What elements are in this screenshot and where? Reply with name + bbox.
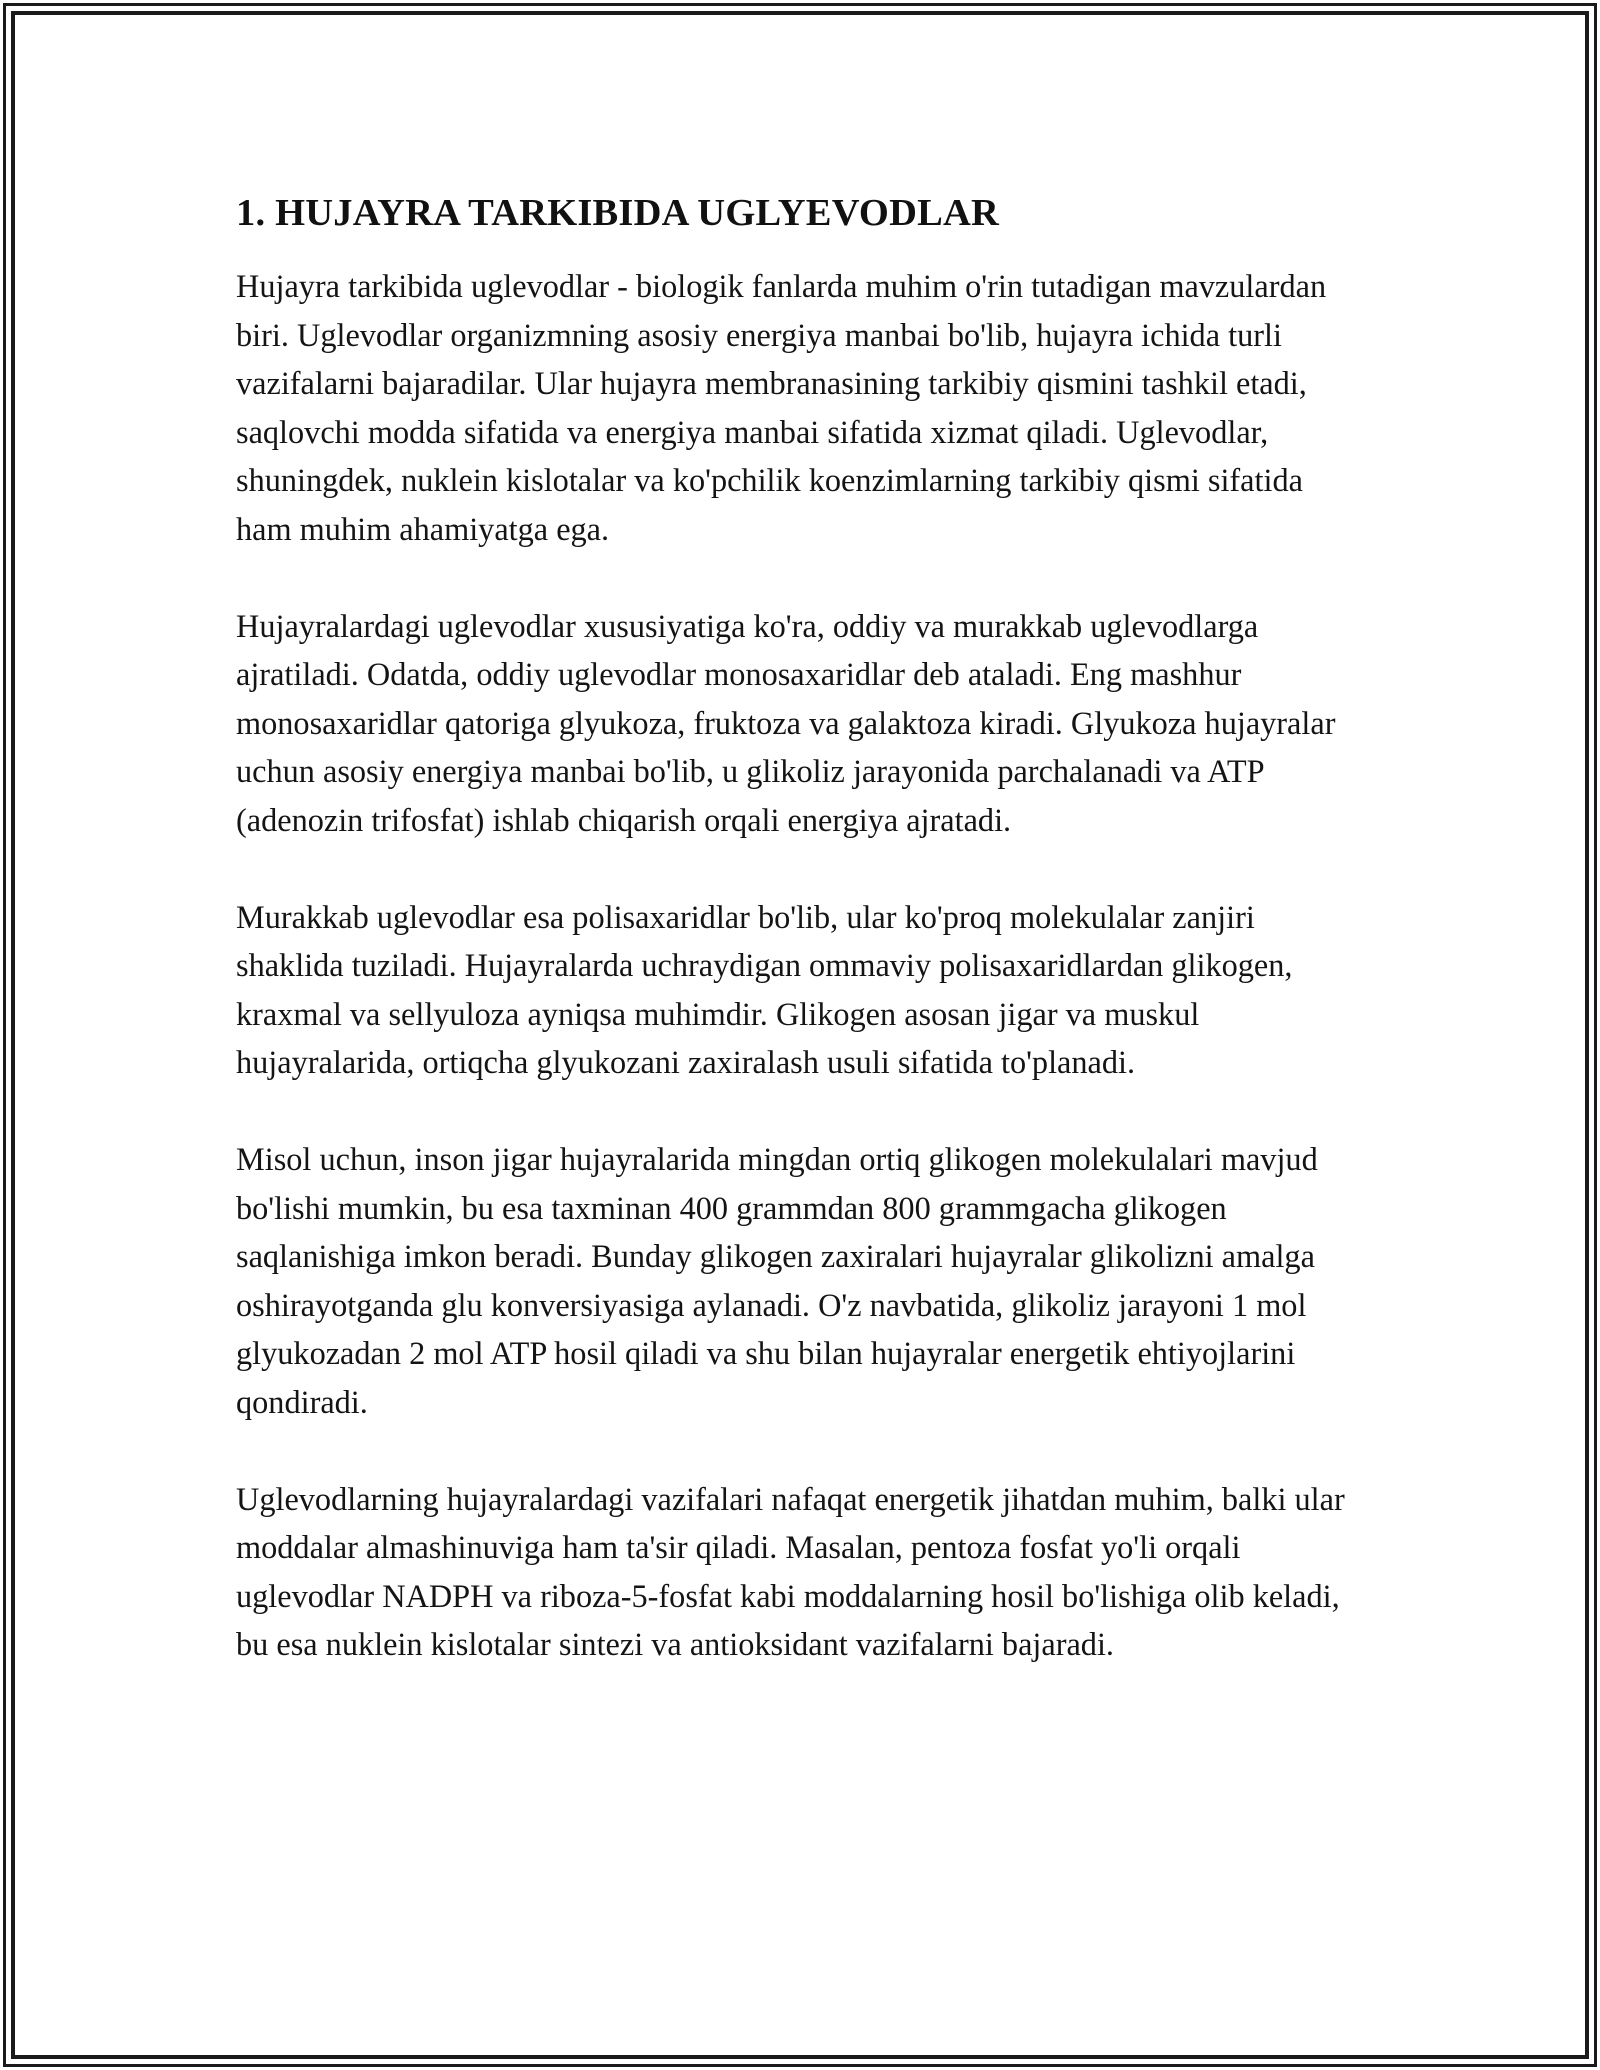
paragraph-simple-carbohydrates: Hujayralardagi uglevodlar xususiyatiga ko'ra, oddiy va murakkab uglevodlarga ajratiladi. Odatda, oddiy uglevodlar monosaxaridlar deb ataladi. Eng mashhur monosaxaridlar qatoriga glyukoza, fruktoza va galaktoza kiradi. Glyukoza hujayralar uchun asosiy energiya manbai bo'lib, u glikoliz jarayonida parchalanadi va ATP (adenozin trifosfat) ishlab chiqarish orqali energiya ajratadi. [236, 607, 1336, 838]
paragraph-glycogen-example: Misol uchun, inson jigar hujayralarida mingdan ortiq glikogen molekulalari mavjud bo'lishi mumkin, bu esa taxminan 400 grammdan 800 grammgacha glikogen saqlanishiga imkon beradi. Bunday glikogen zaxiralari hujayralar glikolizni amalga oshirayotganda glu konversiyasiga aylanadi. O'z navbatida, glikoliz jarayoni 1 mol glyukozadan 2 mol ATP hosil qiladi va shu bilan hujayralar energetik ehtiyojlarini qondiradi. [236, 1141, 1318, 1420]
paragraph-complex-carbohydrates: Murakkab uglevodlar esa polisaxaridlar bo'lib, ular ko'proq molekulalar zanjiri shaklida tuziladi. Hujayralarda uchraydigan ommaviy polisaxaridlardan glikogen, kraxmal va sellyuloza ayniqsa muhimdir. Glikogen asosan jigar va muskul hujayralarida, ortiqcha glyukozani zaxiralash usuli sifatida to'planadi. [236, 898, 1293, 1080]
paragraph-metabolic-functions: Uglevodlarning hujayralardagi vazifalari nafaqat energetik jihatdan muhim, balki ular moddalar almashinuviga ham ta'sir qiladi. Masalan, pentoza fosfat yo'li orqali uglevodlar NADPH va riboza-5-fosfat kabi moddalarning hosil bo'lishiga olib keladi, bu esa nuklein kislotalar sintezi va antioksidant vazifalarni bajaradi. [236, 1480, 1345, 1662]
document-body [236, 188, 1366, 1669]
paragraph-intro: Hujayra tarkibida uglevodlar - biologik fanlarda muhim o'rin tutadigan mavzulardan biri. Uglevodlar organizmning asosiy energiya manbai bo'lib, hujayra ichida turli vazifalarni bajaradilar. Ular hujayra membranasining tarkibiy qismini tashkil etadi, saqlovchi modda sifatida va energiya manbai sifatida xizmat qiladi. Uglevodlar, shuningdek, nuklein kislotalar va ko'pchilik koenzimlarning tarkibiy qismi sifatida ham muhim ahamiyatga ega. [236, 268, 1327, 547]
page-title: 1. HUJAYRA TARKIBIDA UGLYEVODLAR [236, 192, 999, 234]
